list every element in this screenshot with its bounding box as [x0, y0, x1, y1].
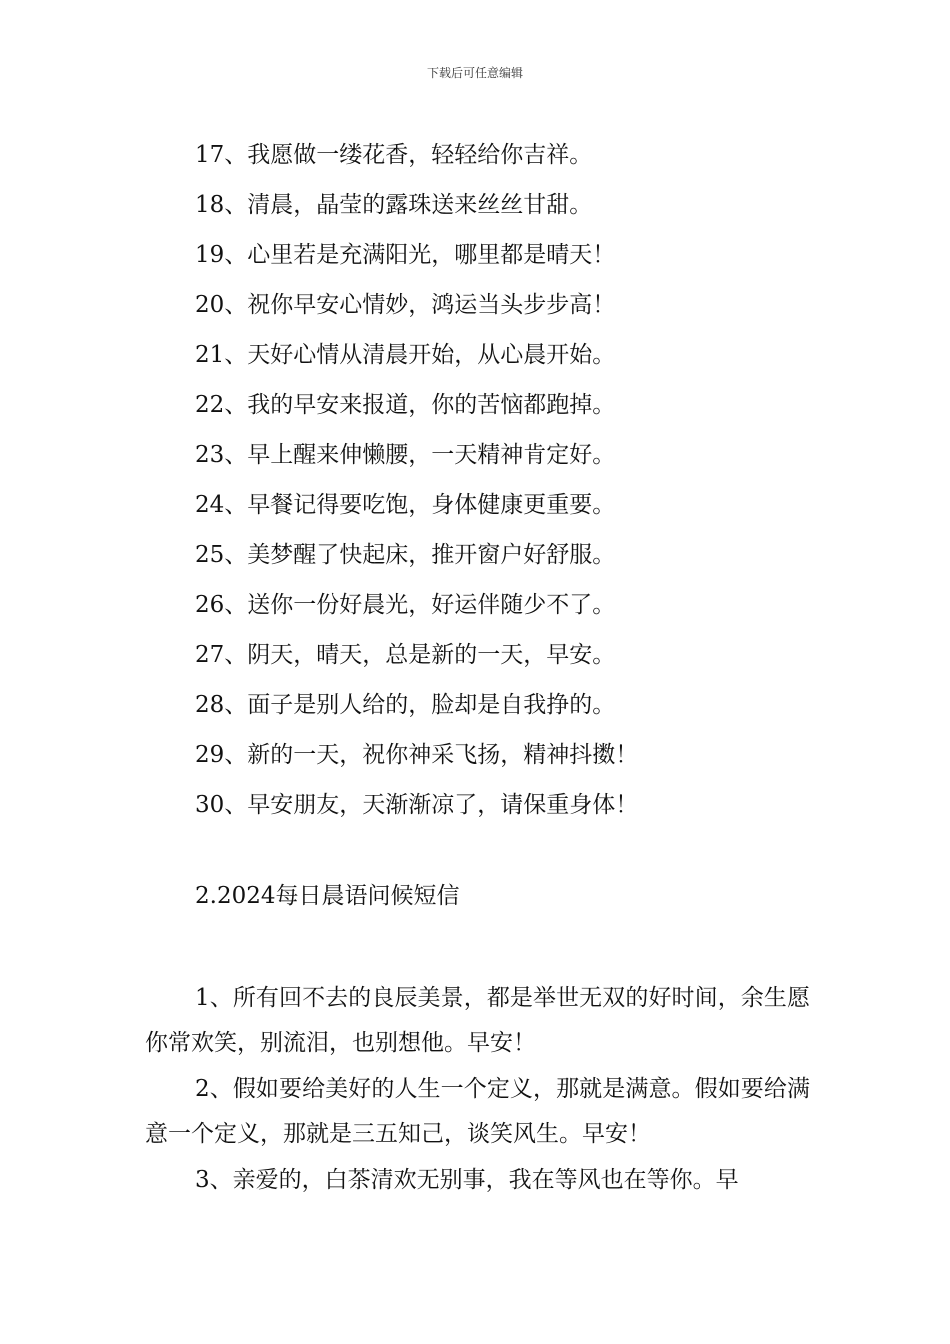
list-item: 28、面子是别人给的，脸却是自我挣的。 [195, 692, 616, 718]
greeting-list [195, 130, 855, 830]
list-item: 19、心里若是充满阳光，哪里都是晴天！ [195, 242, 616, 268]
list-item: 22、我的早安来报道，你的苦恼都跑掉。 [195, 392, 616, 418]
list-item: 17、我愿做一缕花香，轻轻给你吉祥。 [195, 142, 593, 168]
list-item: 23、早上醒来伸懒腰，一天精神肯定好。 [195, 442, 616, 468]
list-item: 21、天好心情从清晨开始，从心晨开始。 [195, 342, 616, 368]
section-heading: 2.2024每日晨语问候短信 [195, 883, 460, 909]
list-item: 29、新的一天，祝你神采飞扬，精神抖擞！ [195, 742, 639, 768]
paragraph: 1、所有回不去的良辰美景，都是举世无双的好时间，余生愿你常欢笑，别流泪，也别想他。早安！ [145, 985, 810, 1056]
paragraph: 3、亲爱的，白茶清欢无别事，我在等风也在等你。早 [195, 1167, 739, 1193]
header-note: 下载后可任意编辑 [426, 66, 523, 80]
list-item: 26、送你一份好晨光，好运伴随少不了。 [195, 592, 616, 618]
list-item: 18、清晨，晶莹的露珠送来丝丝甘甜。 [195, 192, 593, 218]
list-item: 24、早餐记得要吃饱，身体健康更重要。 [195, 492, 616, 518]
paragraph: 2、假如要给美好的人生一个定义，那就是满意。假如要给满意一个定义，那就是三五知己，谈笑风生。早安！ [145, 1076, 810, 1147]
list-item: 25、美梦醒了快起床，推开窗户好舒服。 [195, 542, 616, 568]
list-item: 30、早安朋友，天渐渐凉了，请保重身体！ [195, 792, 639, 818]
paragraph-list [145, 976, 810, 1204]
list-item: 27、阴天，晴天，总是新的一天，早安。 [195, 642, 616, 668]
list-item: 20、祝你早安心情妙，鸿运当头步步高！ [195, 292, 616, 318]
